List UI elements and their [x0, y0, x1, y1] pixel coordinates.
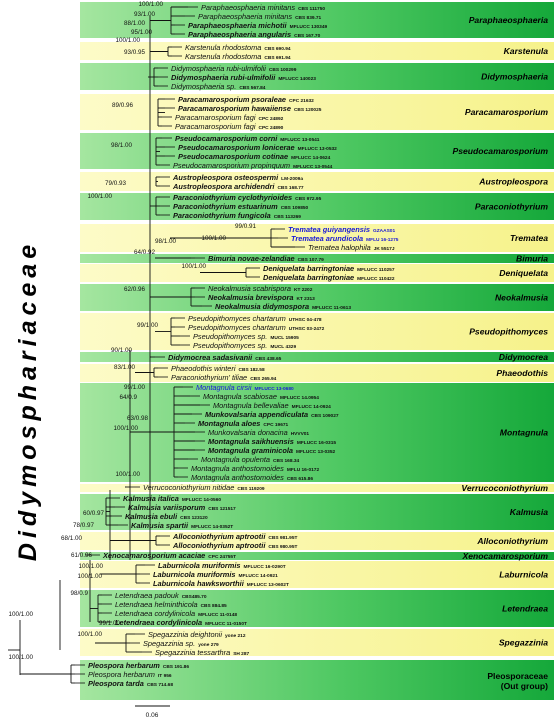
tip-label: Karstenula rhodostoma CBS 691.94 — [185, 52, 291, 61]
tip-label: Paraconiothyrium cyclothyrioides CBS 972.95 — [173, 193, 322, 202]
tip-label: Laburnicola muriformis MFLUCC 16-0290T — [158, 561, 286, 570]
clade-label: Paraconiothyrium — [474, 201, 548, 212]
support-value: 100/1.00 — [77, 573, 102, 580]
support-value: 88/1.00 — [123, 20, 145, 27]
support-value: 100/1.00 — [113, 425, 138, 432]
tip-label: Neokalmusia brevispora KT 2313 — [208, 293, 315, 302]
tip-label: Phaeodothis winteri CBS 182.58 — [171, 364, 265, 373]
tip-label: Didymocrea sadasivanii CBS 438.65 — [168, 353, 282, 362]
tip-label: Letendraea cordylinicola MFLUCC 11-0148 — [115, 609, 238, 618]
tip-label: Neokalmusia scabrispora KT 2202 — [208, 284, 313, 293]
tip-label: Pleospora tarda CBS 714.68 — [88, 679, 173, 688]
tip-label: Paraconiothyrium' tiliae CBS 265.94 — [171, 373, 277, 382]
tip-label: Montagnula anthostomoides CBS 615.86 — [191, 473, 313, 482]
clade-label: Xenocamarosporium — [462, 551, 548, 561]
tip-label: Pleospora herbarum CBS 191.86 — [88, 661, 190, 670]
tip-label: Kalmusia italica MFLUCC 14-0560 — [123, 494, 222, 503]
tip-label: Montagnula aloes CPC 19671 — [198, 419, 289, 428]
clade-label: Trematea — [509, 233, 548, 243]
tip-label: Letendraea cordylinicola MFLUCC 11-0150T — [115, 618, 247, 627]
clade-label: Karstenula — [503, 46, 548, 56]
tip-label: Montagnula graminicola MFLUCC 13-0352 — [208, 446, 336, 455]
tip-label: Montagnula bellevaliae MFLUCC 14-0924 — [213, 401, 331, 410]
tip-label: Kalmusia spartii MFLUCC 14-0352T — [131, 521, 234, 530]
tip-label: Paracamarosporium fagi CPC 24890 — [175, 122, 284, 131]
tip-label: Neokalmusia didymospora MFLUCC 11-0613 — [215, 302, 351, 311]
tip-label: Pseudocamarosporium lonicerae MFLUCC 13-0532 — [178, 143, 337, 152]
support-value: 63/0.98 — [126, 415, 148, 422]
support-value: 78/0.97 — [72, 522, 94, 529]
tip-label: Munkovalsaria appendiculata CBS 109027 — [205, 410, 339, 419]
tip-label: Kalmusia ebuli CBS 123120 — [125, 512, 208, 521]
tip-label: Paracamarosporium fagi CPC 24892 — [175, 113, 284, 122]
tip-label: Karstenula rhodostoma CBS 690.94 — [185, 43, 291, 52]
tip-label: Paracamarosporium psoraleae CPC 21632 — [178, 95, 314, 104]
clade-label: Alloconiothyrium — [477, 536, 548, 546]
tip-label: Spegazzinia sp. yone 279 — [143, 639, 219, 648]
tip-label: Verrucoconiothyrium nitidae CBS 119209 — [143, 483, 265, 492]
tip-label: Bimuria novae-zelandiae CBS 107.79 — [208, 254, 324, 263]
clade-label: Paracamarosporium — [464, 107, 548, 117]
clade-label: Phaeodothis — [496, 368, 548, 378]
support-value: 100/1.00 — [115, 471, 140, 478]
tip-label: Montagnula cirsii MFLUCC 13-0680 — [196, 383, 294, 392]
clade-label: Letendraea — [502, 603, 548, 614]
tip-label: Munkovalsaria donacina HVVV01 — [208, 428, 310, 437]
support-value: 62/0.96 — [123, 286, 145, 293]
clade-sublabel: (Out group) — [500, 681, 548, 691]
support-value: 64/0.92 — [133, 249, 155, 256]
tip-label: Austropleospora archidendri CBS 168.77 — [173, 182, 304, 191]
tip-label: Paraconiothyrium fungicola CBS 113269 — [173, 211, 301, 220]
support-value: 98/0.9 — [70, 590, 88, 597]
clade-label: Montagnula — [499, 427, 548, 438]
support-value: 99/1.00 — [123, 384, 145, 391]
tip-label: Pseudopithomyces sp. MUCL 15905 — [193, 332, 299, 341]
tip-label: Pseudocamarosporium corni MFLUCC 13-0541 — [175, 134, 320, 143]
tip-label: Laburnicola muriformis MFLUCC 14-0921 — [153, 570, 278, 579]
tip-label: Pseudocamarosporium cotinae MFLUCC 14-0624 — [178, 152, 331, 161]
tip-label: Trematea guiyangensis GZAAS01 — [288, 225, 396, 234]
support-value: 100/1.00 — [201, 235, 226, 242]
tip-label: Didymosphaeria rubi-ulmifolii MFLUCC 140023 — [171, 73, 316, 82]
support-value: 100/1.00 — [138, 1, 163, 8]
tip-label: Paraphaeosphaeria minitans CBS 111750 — [201, 3, 326, 12]
tip-label: Kalmusia variisporum CBS 121517 — [128, 503, 236, 512]
support-value: 93/0.95 — [123, 49, 145, 56]
clade-label: Spegazzinia — [498, 637, 548, 648]
clade-band — [80, 364, 554, 382]
tip-label: Pseudocamarosporium propinquum MFLUCC 13-0544 — [173, 161, 333, 170]
scale-bar-label: 0.06 — [145, 712, 159, 719]
tip-label: Paraphaeosphaeria michotii MFLUCC 130349 — [188, 21, 328, 30]
family-label: Didymosphariaceae — [14, 239, 43, 561]
tip-label: Spegazzinia tessarthra SH 287 — [155, 648, 250, 657]
support-value: 93/1.00 — [133, 11, 155, 18]
clade-label: Laburnicola — [499, 569, 548, 580]
support-value: 98/1.00 — [154, 238, 176, 245]
support-value: 100/1.00 — [87, 193, 112, 200]
tip-label: Laburnicola hawksworthii MFLUCC 13-0602T — [153, 579, 289, 588]
support-value: 100/1.00 — [8, 611, 33, 618]
tip-label: Paraphaeosphaeria minitans CBS 839.71 — [198, 12, 322, 21]
tip-label: Xenocamarosporium acaciae CPC 24755T — [103, 551, 237, 560]
support-value: 83/1.00 — [113, 364, 135, 371]
tip-label: Letendraea helminthicola CBS 884.85 — [115, 600, 227, 609]
tip-label: Pseudopithomyces sp. MUCL 4329 — [193, 341, 297, 350]
support-value: 95/1.00 — [130, 29, 152, 36]
support-value: 100/1.00 — [115, 37, 140, 44]
tip-label: Letendraea padouk CBS485.70 — [115, 591, 207, 600]
clade-label: Pseudocamarosporium — [452, 146, 548, 156]
support-value: 99/1.00 — [136, 322, 158, 329]
tip-label: Montagnula saikhuensis MFLUCC 16-0315 — [208, 437, 337, 446]
support-value: 68/1.00 — [60, 535, 82, 542]
support-value: 89/0.96 — [111, 102, 133, 109]
tip-label: Didymosphaeria rubi-ulmifolii CBS 100299 — [171, 64, 297, 73]
tip-label: Deniquelata barringtoniae MFLUCC 110422 — [263, 273, 395, 282]
tip-label: Paraphaeosphaeria angularis CBS 167.70 — [188, 30, 321, 39]
support-value: 60/0.97 — [82, 510, 104, 517]
clade-label: Deniquelata — [499, 268, 548, 278]
clade-label: Pseudopithomyces — [469, 326, 548, 337]
clade-label: Neokalmusia — [494, 292, 548, 303]
support-value: 79/0.93 — [104, 180, 126, 187]
clade-label: Paraphaeosphaeria — [468, 15, 548, 25]
tip-label: Pleospora herbarum IT 956 — [88, 670, 172, 679]
support-value: 99/1.00 — [98, 620, 120, 627]
clade-label: Bimuria — [516, 253, 548, 264]
clade-label: Verrucoconiothyrium — [461, 483, 548, 493]
clade-label: Austropleospora — [479, 176, 548, 187]
tip-label: Montagnula opulenta CBS 168.34 — [201, 455, 300, 464]
tip-label: Paraconiothyrium estuarinum CBS 109850 — [173, 202, 309, 211]
support-value: 90/1.00 — [110, 347, 132, 354]
clade-label: Kalmusia — [509, 507, 548, 517]
tip-label: Montagnula anthostomoides MFLU 16-0172 — [191, 464, 320, 473]
support-value: 98/1.00 — [110, 142, 132, 149]
support-value: 100/1.00 — [181, 263, 206, 270]
tip-label: Pseudopithomyces chartarum UTHSC 04-478 — [188, 314, 322, 323]
support-value: 100/1.00 — [8, 654, 33, 661]
tip-label: Didymosphaeria sp. CBS 567.84 — [171, 82, 266, 91]
tip-label: Alloconiothyrium aptrootii CBS 980.95T — [173, 541, 298, 550]
support-value: 61/0.96 — [70, 552, 92, 559]
tip-label: Trematea halophila JK 5517J — [308, 243, 395, 252]
clade-label: Pleosporaceae — [487, 671, 548, 681]
tip-label: Paracamarosporium hawaiiense CBS 120025 — [178, 104, 322, 113]
support-value: 64/0.9 — [119, 394, 137, 401]
tip-label: Deniquelata barringtoniae MFLUCC 110257 — [263, 264, 395, 273]
tip-label: Montagnula scabiosae MFLUCC 14.0954 — [203, 392, 319, 401]
tip-label: Alloconiothyrium aptrootii CBS 981.95T — [173, 532, 298, 541]
clade-label: Didymocrea — [498, 352, 548, 362]
clade-band — [80, 42, 554, 60]
support-value: 100/1.00 — [77, 631, 102, 638]
tip-label: Trematea arundicola MFLU 16-1275 — [291, 234, 399, 243]
tip-label: Spegazzinia deightonii yone 212 — [148, 630, 246, 639]
tip-label: Austropleospora osteospermi LM-2009a — [173, 173, 304, 182]
tip-label: Pseudopithomyces chartarum UTHSC 03-2472 — [188, 323, 325, 332]
support-value: 100/1.00 — [78, 563, 103, 570]
support-value: 99/0.91 — [234, 223, 256, 230]
clade-label: Didymosphaeria — [481, 71, 548, 82]
